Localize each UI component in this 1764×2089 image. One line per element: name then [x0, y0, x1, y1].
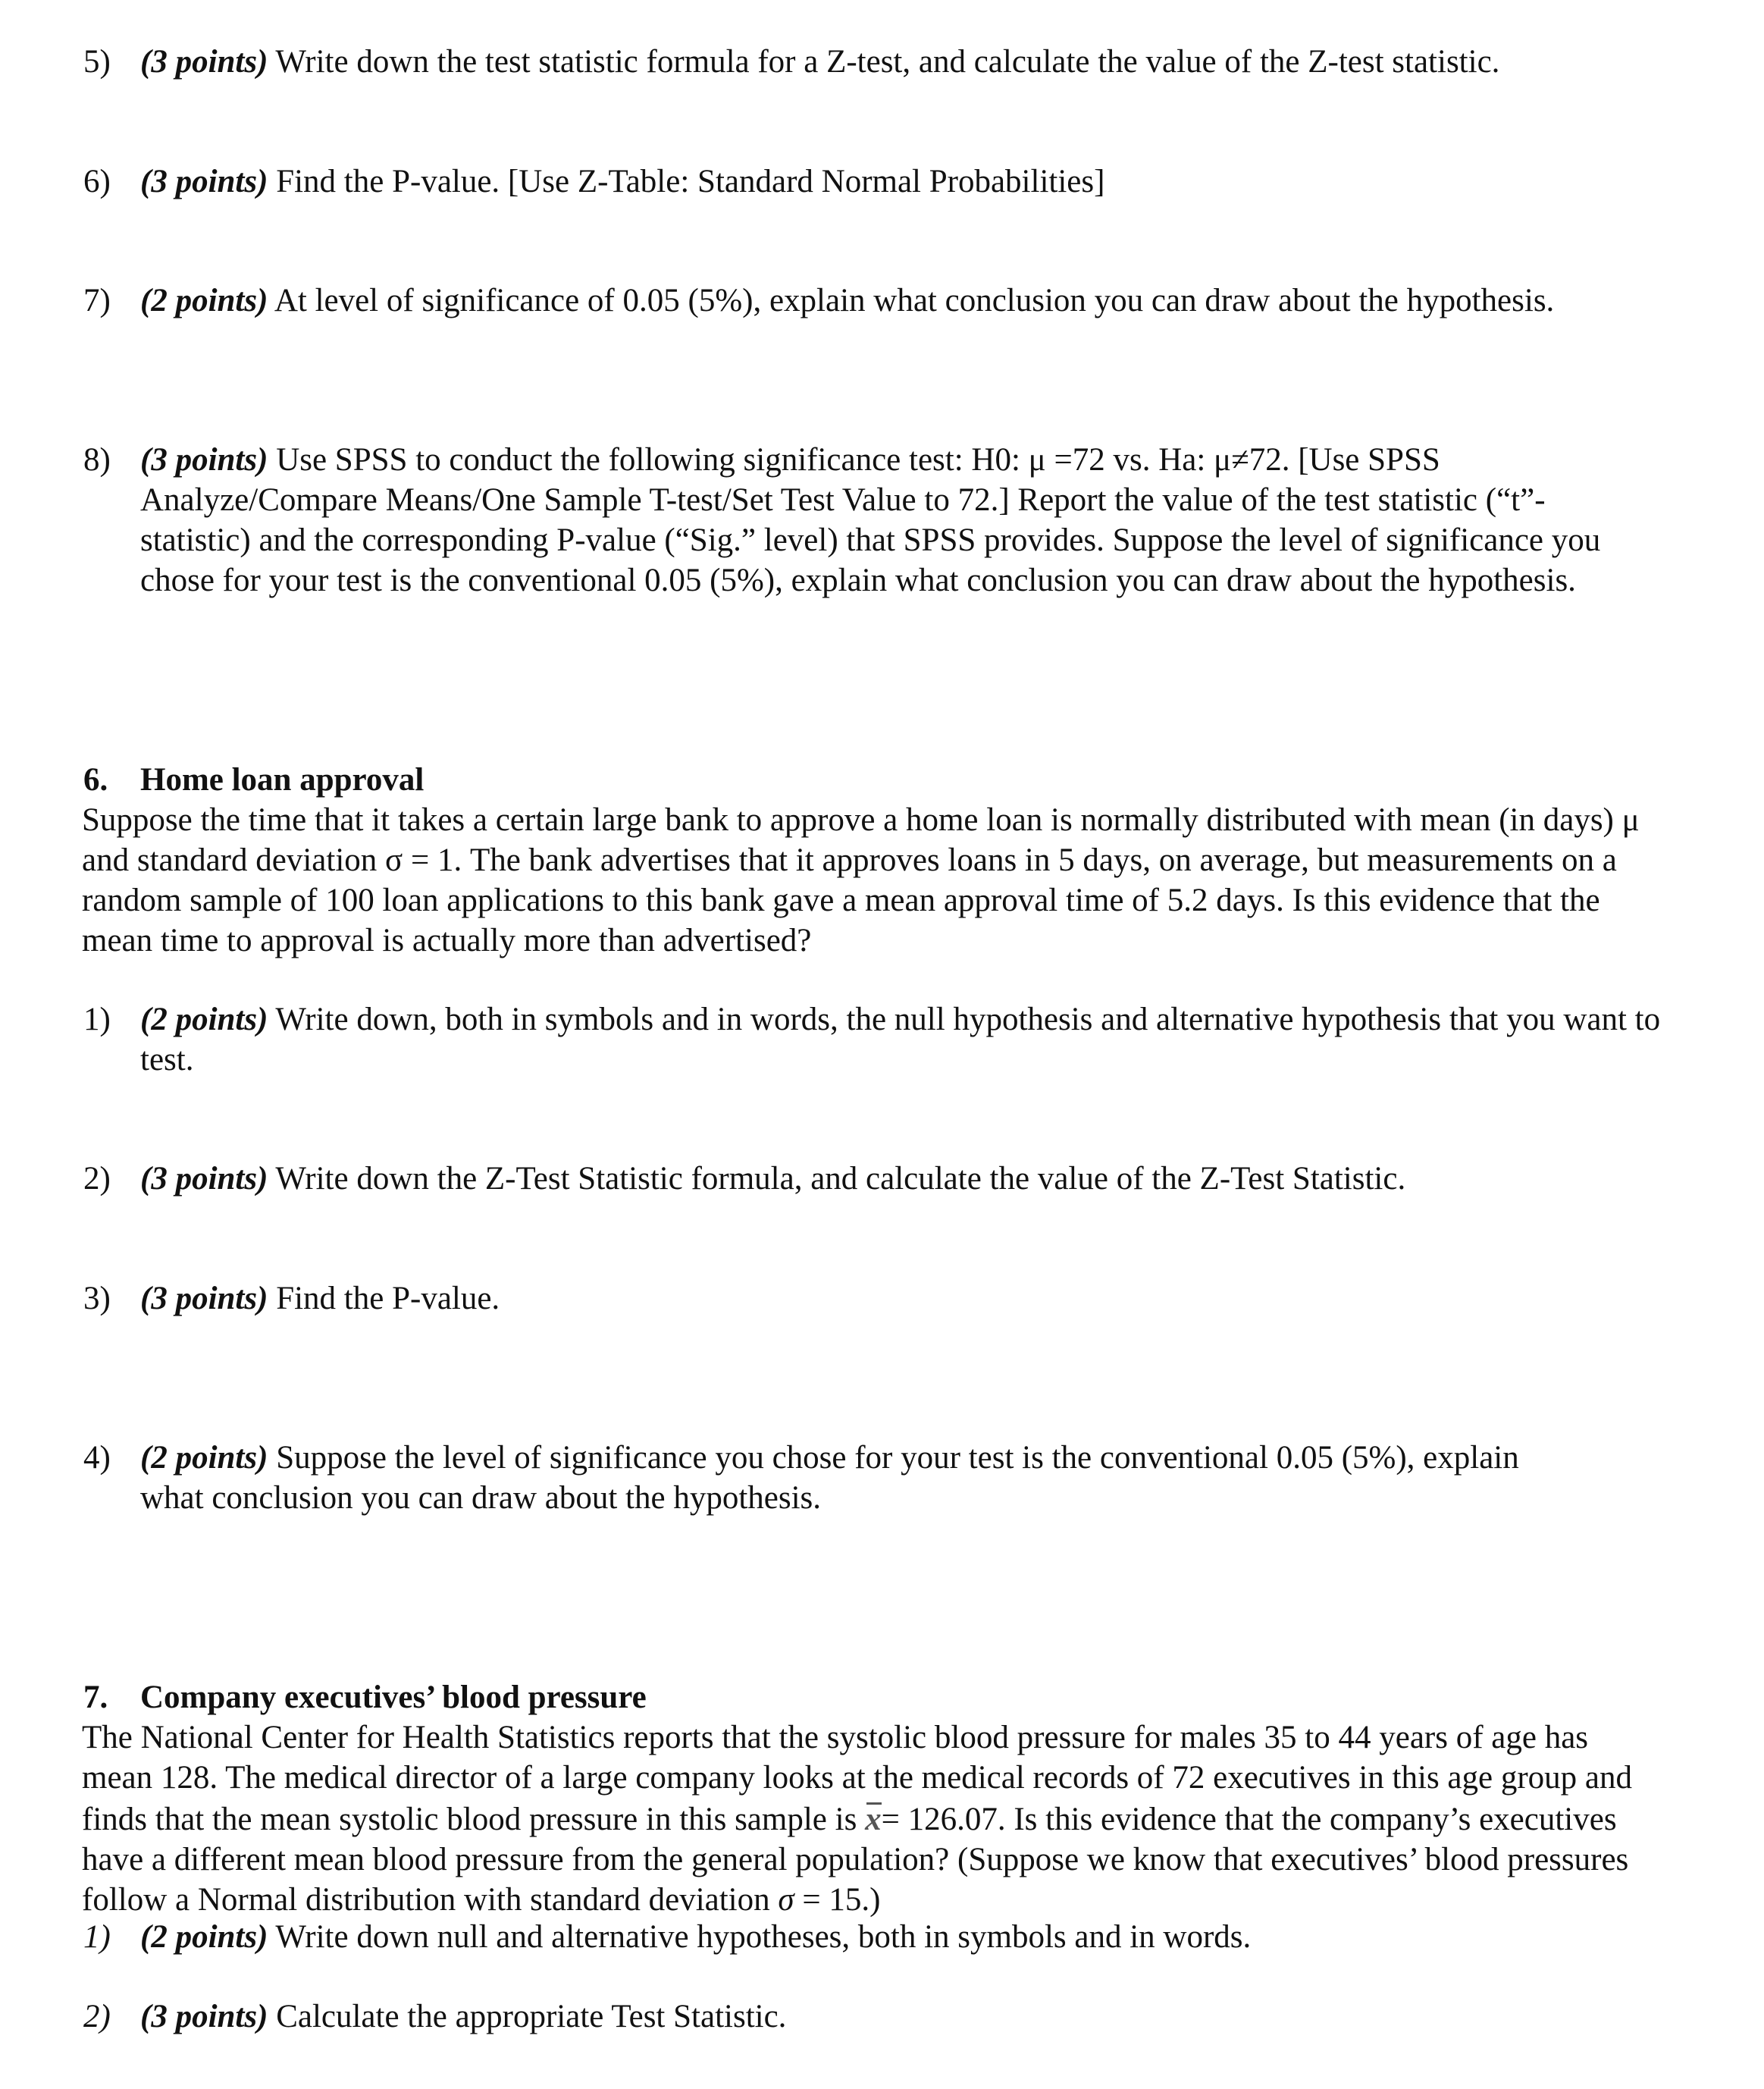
- question-item: [83, 999, 1664, 1080]
- section-title-text: Company executives’ blood pressure: [140, 1680, 647, 1715]
- item-number: 2): [83, 1161, 111, 1197]
- item-number: 7): [83, 283, 111, 318]
- item-number: 1): [83, 1919, 111, 1955]
- section-number: 6.: [83, 762, 108, 798]
- question-text: Calculate the appropriate Test Statistic.: [268, 1999, 787, 2034]
- question-text: At level of significance of 0.05 (5%), explain what conclusion you can draw about the hypothesis.: [268, 283, 1555, 318]
- paragraph-part: The National Center for Health Statistics reports that the systolic blood pressure for males 35 to 44 years of age has mean 128. The medical director of a large company looks at the medical records of 72 executives in this age group and finds that the mean systolic blood pressure in this sample is: [82, 1720, 1632, 1837]
- x-bar-symbol: x: [865, 1798, 882, 1840]
- section-paragraph: [82, 1717, 1662, 1920]
- question-text: Find the P-value.: [268, 1281, 500, 1316]
- question-item: [83, 162, 1656, 202]
- question-text: Write down null and alternative hypotheses, both in symbols and in words.: [268, 1919, 1252, 1955]
- question-text: Write down the Z-Test Statistic formula, and calculate the value of the Z-Test Statistic.: [268, 1161, 1406, 1197]
- points-label: (2 points): [140, 1440, 268, 1476]
- section-title: [83, 760, 425, 800]
- item-number: 5): [83, 44, 111, 80]
- points-label: (3 points): [140, 44, 268, 80]
- item-number: 8): [83, 442, 111, 478]
- points-label: (3 points): [140, 1281, 268, 1316]
- section-paragraph: Suppose the time that it takes a certain large bank to approve a home loan is normally distributed with mean (in days) μ and standard deviation σ = 1. The bank advertises that it approves loans in 5 days, on average, but measurements on a random sample of 100 loan applications to this bank gave a mean approval time of 5.2 days. Is this evidence that the mean time to approval is actually more than advertised?: [82, 802, 1640, 958]
- item-number: 3): [83, 1281, 111, 1316]
- paragraph-part: = 15.): [794, 1882, 881, 1918]
- question-text: Write down, both in symbols and in words, the null hypothesis and alternative hypothesis that you want to test.: [140, 1002, 1661, 1077]
- points-label: (3 points): [140, 164, 268, 199]
- sigma-symbol: σ: [778, 1882, 794, 1918]
- points-label: (3 points): [140, 1999, 268, 2034]
- points-label: (2 points): [140, 1002, 268, 1037]
- section-title-text: Home loan approval: [140, 762, 425, 798]
- question-text: Suppose the level of significance you chose for your test is the conventional 0.05 (5%), explain what conclusion you can draw about the hypothesis.: [140, 1440, 1519, 1516]
- item-number: 4): [83, 1440, 111, 1476]
- question-item: [83, 440, 1653, 601]
- paragraph-part: = 126.07. Is this evidence that the company’s executives have a different mean blood pressure from the general population? (Suppose we know that executives’ blood pressures follow a Normal distribution with standard deviation: [82, 1802, 1629, 1918]
- points-label: (2 points): [140, 1919, 268, 1955]
- question-text: Write down the test statistic formula for a Z-test, and calculate the value of the Z-test statistic.: [268, 44, 1500, 80]
- points-label: (3 points): [140, 442, 268, 478]
- item-number: 2): [83, 1999, 111, 2034]
- section-title: [83, 1677, 647, 1717]
- question-item: [83, 1438, 1581, 1518]
- item-number: 1): [83, 1002, 111, 1037]
- points-label: (3 points): [140, 1161, 268, 1197]
- question-item: [83, 42, 1656, 82]
- question-item: [83, 1278, 1656, 1319]
- question-item: [83, 1917, 1656, 1957]
- question-item: [83, 281, 1565, 321]
- question-item: [83, 1996, 1656, 2037]
- section-number: 7.: [83, 1680, 108, 1715]
- question-text: Find the P-value. [Use Z-Table: Standard Normal Probabilities]: [268, 164, 1105, 199]
- points-label: (2 points): [140, 283, 268, 318]
- question-item: [83, 1159, 1656, 1199]
- question-text: Use SPSS to conduct the following significance test: H0: μ =72 vs. Ha: μ≠72. [Use SPSS Analyze/Compare Means/One Sample T-test/Set Test Value to 72.] Report the value of the test statistic (“t”-statistic) and the corresponding P-value (“Sig.” level) that SPSS provides. Suppose the level of significance you chose for your test is the conventional 0.05 (5%), explain what conclusion you can draw about the hypothesis.: [140, 442, 1601, 598]
- item-number: 6): [83, 164, 111, 199]
